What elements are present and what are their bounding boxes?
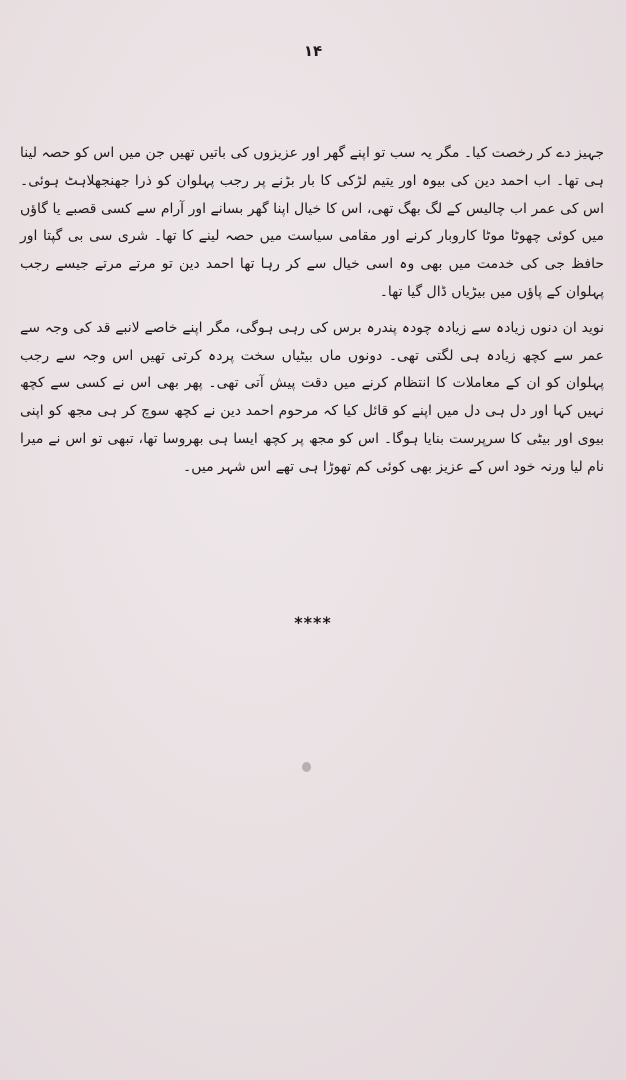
paragraph-1: جہیز دے کر رخصت کیا۔ مگر یہ سب تو اپنے گھر اور عزیزوں کی باتیں تھیں جن میں اس کو حصہ لینا ہی تھا۔ اب احمد دین کی بیوہ اور یتیم لڑکی کا بار بڑنے پر رجب پہلوان کو ذرا جھنجھلاہٹ ہوئی۔ اس کی عمر اب چالیس کے لگ بھگ تھی، اس کا خیال اپنا گھر بسانے اور آرام سے کسی قصبے یا گاؤں میں کوئی چھوٹا موٹا کاروبار کرنے اور مقامی سیاست میں حصہ لینے کا تھا۔ شری سی بی گپتا اور حافظ جی کی خدمت میں بھی وہ اسی خیال سے کر رہا تھا احمد دین تو مرتے مرتے جیسے رجب پہلوان کے پاؤں میں بیڑیاں ڈال گیا تھا۔: [20, 145, 604, 300]
body-text: [20, 140, 604, 482]
section-separator: ****: [294, 613, 332, 632]
page-number: ۱۴: [303, 42, 323, 60]
paper-speck: [302, 762, 311, 772]
paragraph-2: نوید ان دنوں زیادہ سے زیادہ چودہ پندرہ برس کی رہی ہوگی، مگر اپنے خاصے لانبے قد کی وجہ سے عمر سے کچھ زیادہ ہی لگتی تھی۔ دونوں ماں بیٹیاں سخت پردہ کرتی تھیں اس وجہ سے رجب پہلوان کو ان کے معاملات کا انتظام کرنے میں دقت پیش آتی تھی۔ پھر بھی اس نے کسی سے کچھ نہیں کہا اور دل ہی دل میں اپنے کو قائل کیا کہ مرحوم احمد دین نے کچھ سوچ کر ہی مجھ کو اپنی بیوی اور بیٹی کا سرپرست بنایا ہوگا۔ اس کو مجھ پر کچھ ایسا ہی بھروسا تھا، تبھی تو اس نے میرا نام لیا ورنہ خود اس کے عزیز بھی کوئی کم تھوڑا ہی تھے اس شہر میں۔: [20, 319, 604, 475]
